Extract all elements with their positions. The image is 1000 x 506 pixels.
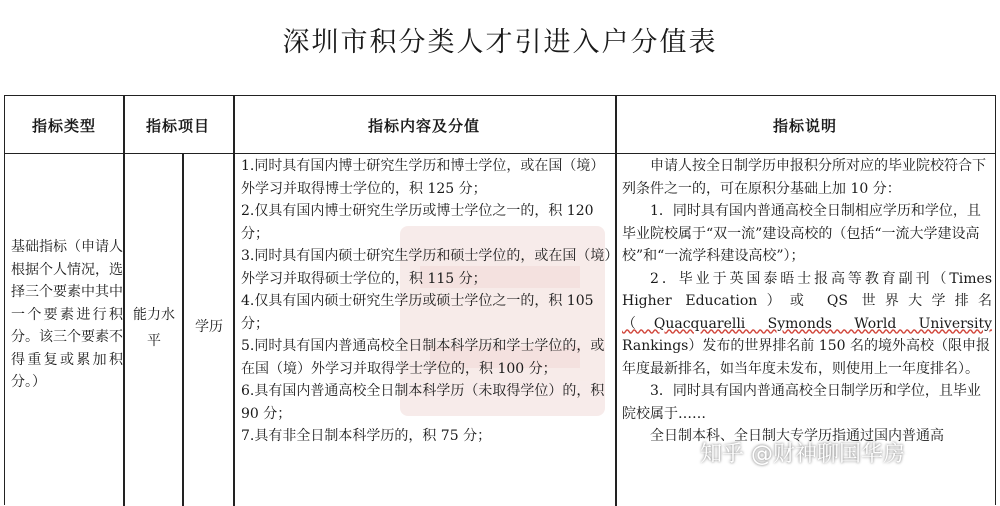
header-indicator-type: 指标类型 <box>31 116 96 135</box>
description-paragraph: 2．毕业于英国泰晤士报高等教育副刊（Times <box>650 270 992 287</box>
description-paragraph: 1．同时具有国内普通高校全日制相应学历和学位，且毕业院校属于“双一流”建设高校的（包括“一流大学建设高校”和“一流学科建设高校”）； <box>622 203 981 264</box>
indicator-content-cell <box>241 155 613 448</box>
column-divider <box>182 154 184 506</box>
content-line: 6.具有国内普通高校全日制本科学历（未取得学位）的，积 90 分； <box>241 383 605 422</box>
column-divider <box>615 96 617 506</box>
indicator-type-cell: 基础指标（申请人根据个人情况，选择三个要素中其中一个要素进行积分。该三个要素不得重复或累加积分。） <box>11 239 123 390</box>
description-line: Higher Education）或 QS 世界大学排名 <box>622 293 992 309</box>
description-paragraph: 申请人按全日制学历申报积分所对应的毕业院校符合下列条件之一的，可在原积分基础上加 10 分： <box>622 158 986 197</box>
header-indicator-item: 指标项目 <box>145 116 210 135</box>
indicator-item-level1: 能力水平 <box>133 307 175 349</box>
content-line: 3.同时具有国内硕士研究生学历和硕士学位的，或在国（境）外学习并取得硕士学位的，积 115 分； <box>241 248 612 287</box>
column-divider <box>233 96 235 506</box>
header-indicator-content: 指标内容及分值 <box>367 116 480 135</box>
content-line: 7.具有非全日制本科学历的，积 75 分； <box>241 428 492 444</box>
content-line: 1.同时具有国内博士研究生学历和博士学位，或在国（境）外学习并取得博士学位的，积 125 分； <box>241 158 605 197</box>
description-line: Rankings）发布的世界排名前 150 名的境外高校（限申报年度最新排名，如当年度未发布，则使用上一年度排名）。 <box>622 338 990 377</box>
header-indicator-description: 指标说明 <box>772 116 837 135</box>
column-divider <box>123 96 125 506</box>
content-line: 5.同时具有国内普通高校全日制本科学历和学士学位的，或在国（境）外学习并取得学士学位的，积 100 分； <box>241 338 605 377</box>
description-line: （Quacquarelli Symonds World University <box>622 315 992 332</box>
indicator-description-cell <box>622 155 992 448</box>
indicator-item-level2: 学历 <box>195 319 223 335</box>
content-line: 2.仅具有国内博士研究生学历或博士学位之一的，积 120 分； <box>241 203 594 242</box>
zhihu-watermark: 知乎 @财神聊国华房 <box>700 441 905 467</box>
content-line: 4.仅具有国内硕士研究生学历或硕士学位之一的，积 105 分； <box>241 293 594 332</box>
description-paragraph: 全日制本科、全日制大专学历指通过国内普通高 <box>650 428 944 444</box>
description-paragraph: 3．同时具有国内普通高校全日制学历和学位，且毕业院校属于…… <box>622 383 981 422</box>
table-header-row <box>5 96 995 154</box>
page-title: 深圳市积分类人才引进入户分值表 <box>282 27 718 58</box>
